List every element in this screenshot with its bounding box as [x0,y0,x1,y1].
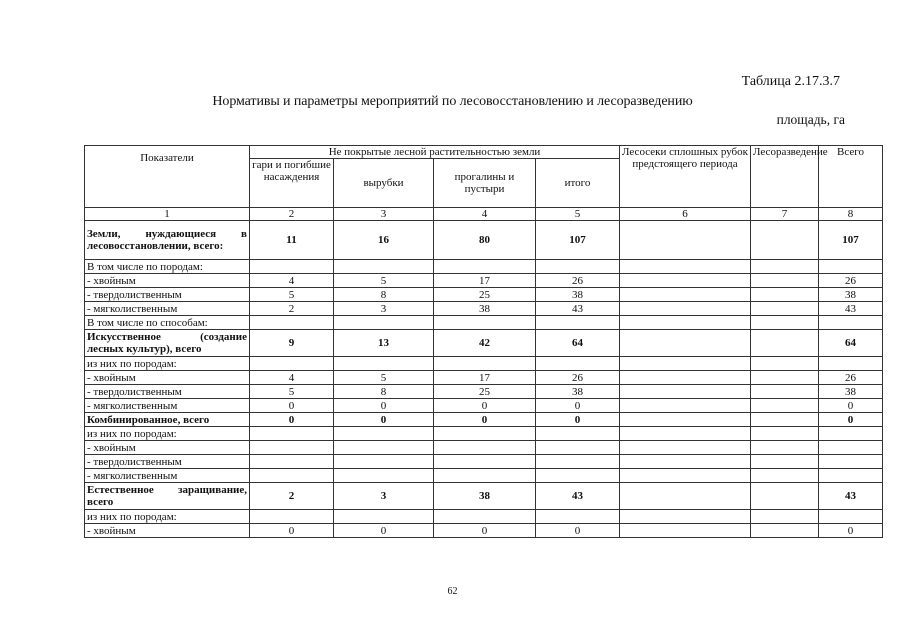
row-label: - мягколиственным [85,469,250,483]
cell-c3 [334,441,434,455]
cell-c3 [334,455,434,469]
table-number: Таблица 2.17.3.7 [741,74,840,89]
cell-c5 [536,469,620,483]
cell-c8 [819,427,883,441]
cell-c5: 0 [536,399,620,413]
cell-c4: 0 [434,524,536,538]
row-label: из них по породам: [85,427,250,441]
cell-c7 [751,274,819,288]
table-row [85,469,883,483]
cell-c6 [620,441,751,455]
cell-c6 [620,483,751,510]
cell-c7 [751,316,819,330]
table-row [85,302,883,316]
row-label: Искусственное (создание лесных культур), всего [85,330,250,357]
column-number: 1 [85,208,250,221]
cell-c5: 0 [536,524,620,538]
cell-c8 [819,469,883,483]
cell-c5: 38 [536,288,620,302]
data-table [84,145,883,538]
cell-c3: 8 [334,385,434,399]
cell-c7 [751,413,819,427]
cell-c5: 26 [536,371,620,385]
cell-c8: 107 [819,221,883,260]
row-label: из них по породам: [85,357,250,371]
cell-c5: 43 [536,483,620,510]
cell-c8 [819,455,883,469]
cell-c4: 17 [434,371,536,385]
cell-c6 [620,385,751,399]
cell-c7 [751,427,819,441]
row-label: - хвойным [85,371,250,385]
cell-c2: 0 [250,413,334,427]
cell-c4 [434,469,536,483]
cell-c2: 4 [250,371,334,385]
column-number-row [85,208,883,221]
header-group-unforested: Не покрытые лесной растительностью земли [250,146,620,159]
cell-c3: 0 [334,399,434,413]
table-row [85,483,883,510]
cell-c2: 0 [250,399,334,413]
table-row [85,399,883,413]
cell-c2 [250,455,334,469]
cell-c7 [751,399,819,413]
cell-c7 [751,483,819,510]
cell-c2: 0 [250,524,334,538]
cell-c7 [751,510,819,524]
cell-c6 [620,371,751,385]
header-burned: гари и погибшие насаждения [250,159,334,208]
row-label: - хвойным [85,441,250,455]
cell-c2: 9 [250,330,334,357]
cell-c4: 25 [434,385,536,399]
cell-c2 [250,427,334,441]
cell-c3: 0 [334,524,434,538]
table-row [85,288,883,302]
cell-c6 [620,288,751,302]
cell-c5: 38 [536,385,620,399]
cell-c6 [620,399,751,413]
table-row [85,371,883,385]
cell-c5: 43 [536,302,620,316]
cell-c5: 107 [536,221,620,260]
cell-c2: 5 [250,288,334,302]
cell-c4: 38 [434,483,536,510]
cell-c3: 13 [334,330,434,357]
cell-c4 [434,441,536,455]
row-label: - твердолиственным [85,455,250,469]
cell-c8: 43 [819,483,883,510]
header-group-total: итого [536,159,620,208]
cell-c6 [620,413,751,427]
table-row [85,441,883,455]
header-afforestation: Лесоразведение [751,146,819,208]
unit-label: площадь, га [776,112,845,127]
cell-c4: 80 [434,221,536,260]
table-row [85,330,883,357]
row-label: - твердолиственным [85,385,250,399]
cell-c8: 26 [819,274,883,288]
header-cutting-areas: Лесосеки сплошных рубок предстоящего периода [620,146,751,208]
cell-c3: 16 [334,221,434,260]
cell-c3: 5 [334,274,434,288]
table-body [85,221,883,538]
cell-c4 [434,357,536,371]
cell-c2 [250,441,334,455]
cell-c2: 2 [250,302,334,316]
cell-c6 [620,357,751,371]
header-clearings: вырубки [334,159,434,208]
cell-c6 [620,455,751,469]
table-row [85,260,883,274]
cell-c6 [620,524,751,538]
cell-c7 [751,288,819,302]
table-row [85,524,883,538]
cell-c8 [819,260,883,274]
cell-c5 [536,441,620,455]
cell-c4 [434,510,536,524]
cell-c4: 38 [434,302,536,316]
cell-c8 [819,510,883,524]
cell-c3 [334,260,434,274]
cell-c5: 64 [536,330,620,357]
row-label: В том числе по породам: [85,260,250,274]
row-label: Естественное заращивание, всего [85,483,250,510]
cell-c8: 0 [819,524,883,538]
cell-c2: 5 [250,385,334,399]
row-label: - мягколиственным [85,302,250,316]
cell-c2 [250,316,334,330]
row-label: - хвойным [85,274,250,288]
cell-c3: 5 [334,371,434,385]
table-row [85,385,883,399]
cell-c3: 3 [334,483,434,510]
cell-c3: 3 [334,302,434,316]
column-number: 3 [334,208,434,221]
cell-c7 [751,357,819,371]
cell-c3 [334,469,434,483]
row-label: - твердолиственным [85,288,250,302]
cell-c4 [434,316,536,330]
cell-c7 [751,371,819,385]
cell-c4: 25 [434,288,536,302]
cell-c4: 17 [434,274,536,288]
cell-c2 [250,510,334,524]
cell-c8: 64 [819,330,883,357]
table-row [85,274,883,288]
cell-c2: 11 [250,221,334,260]
table-row [85,510,883,524]
cell-c6 [620,427,751,441]
cell-c5 [536,427,620,441]
row-label: - мягколиственным [85,399,250,413]
cell-c4 [434,455,536,469]
cell-c7 [751,455,819,469]
column-number: 7 [751,208,819,221]
cell-c8: 26 [819,371,883,385]
row-label: Комбинированное, всего [85,413,250,427]
cell-c4 [434,427,536,441]
cell-c6 [620,330,751,357]
cell-c7 [751,385,819,399]
column-number: 6 [620,208,751,221]
table-row [85,455,883,469]
column-number: 5 [536,208,620,221]
column-number: 2 [250,208,334,221]
table-row [85,427,883,441]
cell-c5 [536,260,620,274]
cell-c8: 0 [819,413,883,427]
cell-c7 [751,260,819,274]
row-label: из них по породам: [85,510,250,524]
row-label: Земли, нуждающиеся в лесовосстановлении, всего: [85,221,250,260]
cell-c5: 0 [536,413,620,427]
cell-c7 [751,221,819,260]
cell-c4: 0 [434,399,536,413]
cell-c4: 42 [434,330,536,357]
table-row [85,357,883,371]
cell-c2: 2 [250,483,334,510]
cell-c5 [536,455,620,469]
cell-c8: 38 [819,288,883,302]
row-label: В том числе по способам: [85,316,250,330]
cell-c8: 0 [819,399,883,413]
cell-c7 [751,524,819,538]
row-label: - хвойным [85,524,250,538]
cell-c4 [434,260,536,274]
cell-c3 [334,357,434,371]
table-row [85,221,883,260]
column-number: 8 [819,208,883,221]
cell-c2 [250,357,334,371]
cell-c6 [620,260,751,274]
cell-c6 [620,316,751,330]
cell-c5 [536,510,620,524]
cell-c7 [751,469,819,483]
cell-c8 [819,316,883,330]
cell-c6 [620,510,751,524]
cell-c7 [751,302,819,316]
cell-c6 [620,302,751,316]
cell-c8: 43 [819,302,883,316]
cell-c6 [620,469,751,483]
cell-c4: 0 [434,413,536,427]
cell-c7 [751,441,819,455]
cell-c8 [819,441,883,455]
header-total: Всего [819,146,883,208]
cell-c6 [620,274,751,288]
cell-c5 [536,316,620,330]
cell-c3: 0 [334,413,434,427]
cell-c2 [250,260,334,274]
header-indicator: Показатели [85,146,250,208]
cell-c2: 4 [250,274,334,288]
column-number: 4 [434,208,536,221]
cell-c3: 8 [334,288,434,302]
cell-c5 [536,357,620,371]
cell-c5: 26 [536,274,620,288]
header-glades: прогалины и пустыри [434,159,536,208]
cell-c2 [250,469,334,483]
cell-c3 [334,427,434,441]
table-row [85,413,883,427]
cell-c3 [334,316,434,330]
cell-c6 [620,221,751,260]
cell-c7 [751,330,819,357]
cell-c3 [334,510,434,524]
page-number: 62 [447,586,458,597]
table-row [85,316,883,330]
cell-c8 [819,357,883,371]
table-title: Нормативы и параметры мероприятий по лесовосстановлению и лесоразведению [212,94,693,109]
cell-c8: 38 [819,385,883,399]
